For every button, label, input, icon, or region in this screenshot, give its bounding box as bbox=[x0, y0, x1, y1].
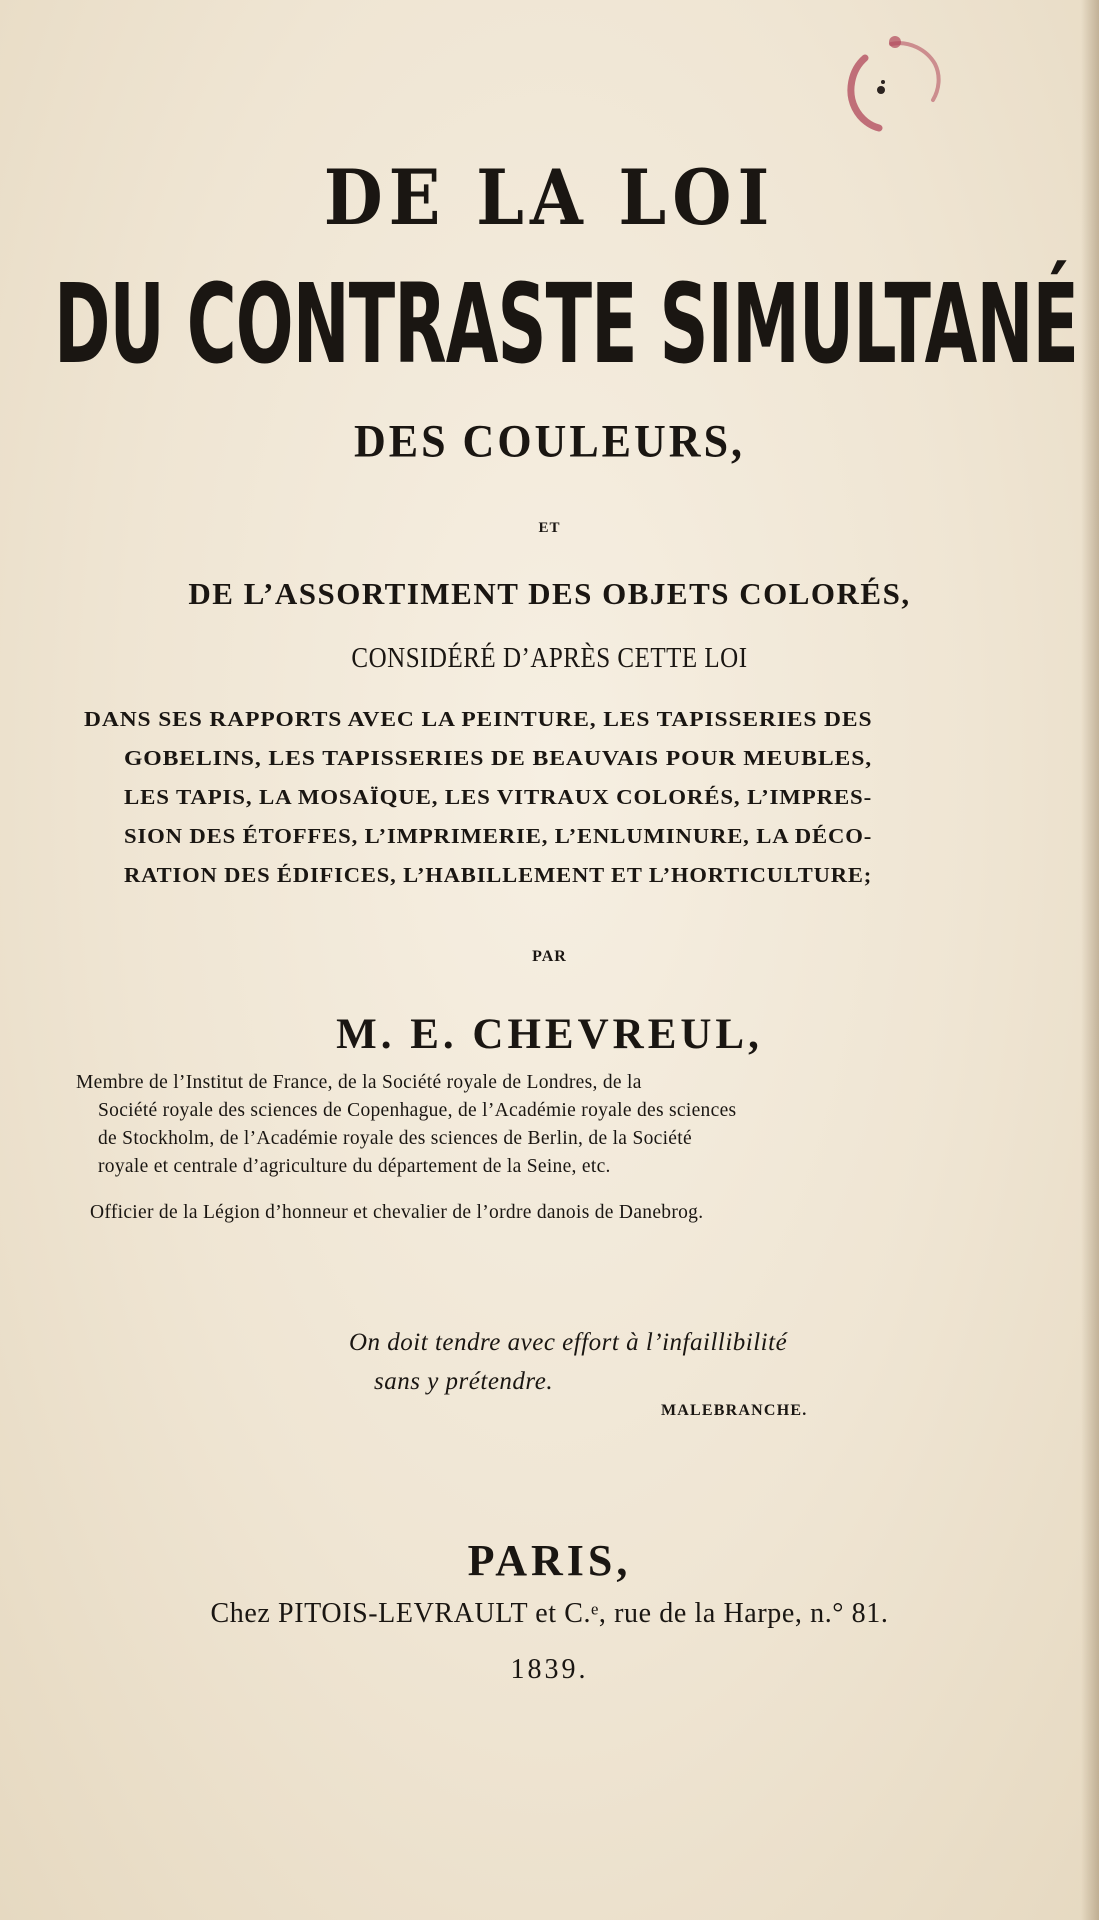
membership-line-2: Société royale des sciences de Copenhague, de l’Académie royale des sciences bbox=[98, 1100, 737, 1121]
epigraph-line-2: sans y prétendre. bbox=[374, 1368, 554, 1395]
imprint-city: PARIS, bbox=[467, 1536, 632, 1585]
title-line-2: DU CONTRASTE SIMULTANÉ bbox=[53, 261, 1079, 389]
imprint-year: 1839. bbox=[510, 1654, 589, 1685]
applications-line-5: RATION DES ÉDIFICES, L’HABILLEMENT ET L’HORTICULTURE; bbox=[124, 863, 873, 887]
membership-line-1: Membre de l’Institut de France, de la Société royale de Londres, de la bbox=[76, 1072, 642, 1093]
title-line-4: DE L’ASSORTIMENT DES OBJETS COLORÉS, bbox=[188, 576, 911, 611]
honors-line: Officier de la Légion d’honneur et chevalier de l’ordre danois de Danebrog. bbox=[90, 1202, 704, 1223]
applications-line-4: SION DES ÉTOFFES, L’IMPRIMERIE, L’ENLUMINURE, LA DÉCO- bbox=[124, 824, 873, 848]
library-stamp-mark bbox=[833, 30, 953, 142]
membership-line-4: royale et centrale d’agriculture du département de la Seine, etc. bbox=[98, 1156, 611, 1177]
applications-line-1: DANS SES RAPPORTS AVEC LA PEINTURE, LES TAPISSERIES DES bbox=[84, 707, 873, 731]
epigraph-attribution: MALEBRANCHE. bbox=[661, 1402, 808, 1419]
epigraph-line-1: On doit tendre avec effort à l’infaillibilité bbox=[349, 1329, 788, 1356]
title-line-1: DE LA LOI bbox=[323, 153, 776, 243]
membership-line-3: de Stockholm, de l’Académie royale des sciences de Berlin, de la Société bbox=[98, 1128, 692, 1149]
author-name: M. E. CHEVREUL, bbox=[336, 1011, 763, 1058]
applications-line-2: GOBELINS, LES TAPISSERIES DE BEAUVAIS POUR MEUBLES, bbox=[124, 746, 873, 770]
title-conjunction: ET bbox=[538, 520, 561, 536]
imprint-publisher: Chez PITOIS-LEVRAULT et C.ᵉ, rue de la Harpe, n.° 81. bbox=[210, 1598, 889, 1629]
applications-line-3: LES TAPIS, LA MOSAÏQUE, LES VITRAUX COLORÉS, L’IMPRES- bbox=[124, 785, 873, 809]
title-line-3: DES COULEURS, bbox=[353, 415, 746, 468]
title-line-5: CONSIDÉRÉ D’APRÈS CETTE LOI bbox=[351, 643, 748, 674]
by-label: PAR bbox=[532, 948, 567, 965]
